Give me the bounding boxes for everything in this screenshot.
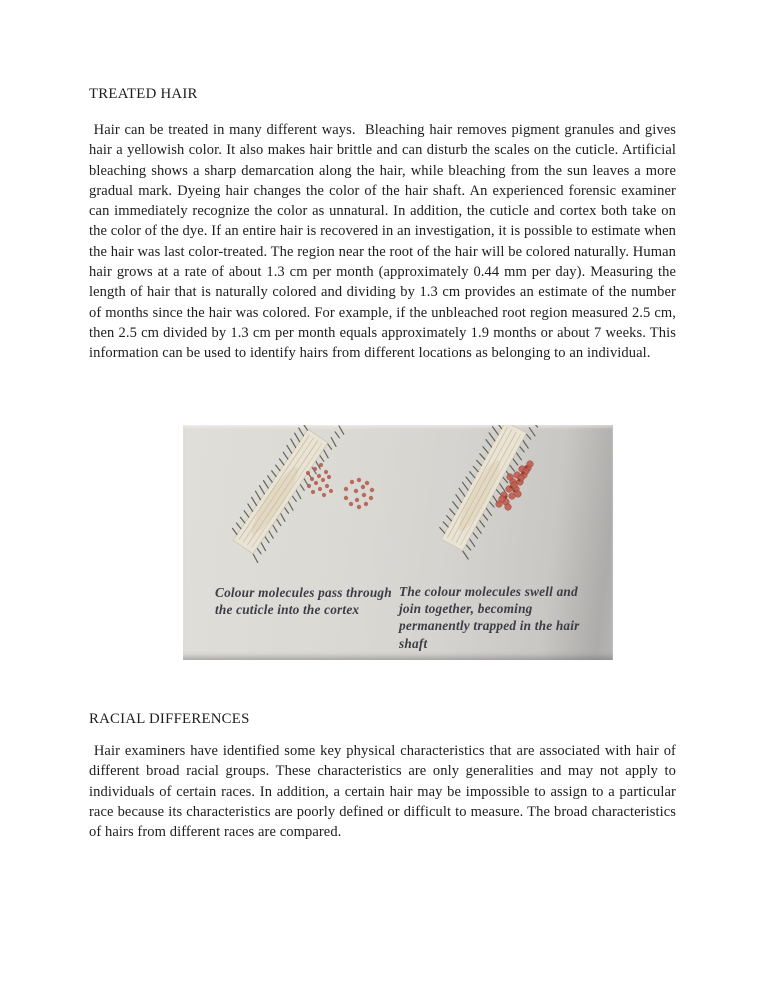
figure-caption-right: The colour molecules swell and join together, becoming permanently trapped in the hair shaft <box>399 584 580 651</box>
figure-caption-left: Colour molecules pass through the cuticle into the cortex <box>215 585 392 618</box>
hair-shaft-left <box>223 425 346 563</box>
paragraph-racial-differences: Hair examiners have identified some key physical characteristics that are associated with hair of different broad racial groups. These characteristics are only generalities and may not apply to individuals of certain races. In addition, a certain hair may be impossible to assign to a particular race because its characteristics are poorly defined or difficult to measure. The broad characteristics of hairs from different races are compared. <box>89 743 676 841</box>
hair-dye-diagram-figure <box>183 425 613 660</box>
molecule-dots-outside <box>344 478 374 509</box>
section-heading-treated-hair: TREATED HAIR <box>89 86 198 102</box>
hair-shaft-right <box>431 425 543 559</box>
paragraph-treated-hair: Hair can be treated in many different ways. Bleaching hair removes pigment granules and gives hair a yellowish color. It also makes hair brittle and can disturb the scales on the cuticle. Artificial bleaching shows a sharp demarcation along the hair, while bleaching from the sun leaves a more gradual mark. Dyeing hair changes the color of the hair shaft. An experienced forensic examiner can immediately recognize the color as unnatural. In addition, the cuticle and cortex both take on the color of the dye. If an entire hair is recovered in an investigation, it is possible to estimate when the hair was last color-treated. The region near the root of the hair will be colored naturally. Human hair grows at a rate of about 1.3 cm per month (approximately 0.44 mm per day). Measuring the length of hair that is naturally colored and dividing by 1.3 cm provides an estimate of the number of months since the hair was colored. For example, if the unbleached root region measured 2.5 cm, then 2.5 cm divided by 1.3 cm per month equals approximately 1.9 months or about 7 weeks. This information can be used to identify hairs from different locations as belonging to an individual. <box>89 122 676 362</box>
section-heading-racial-differences: RACIAL DIFFERENCES <box>89 711 250 727</box>
